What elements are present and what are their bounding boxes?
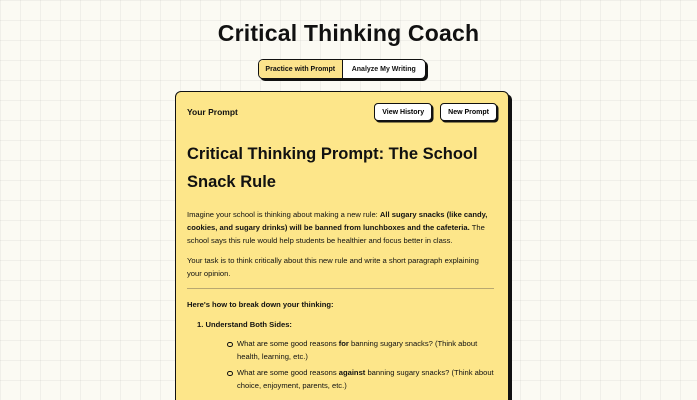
prompt-card: [175, 91, 509, 400]
bullet-emphasis: against: [338, 368, 366, 377]
breakdown-heading: Here's how to break down your thinking:: [187, 300, 334, 309]
step-item: [197, 318, 494, 392]
app-title: Critical Thinking Coach: [217, 20, 480, 46]
card-header: [187, 102, 497, 122]
step-number: 1.: [197, 320, 204, 329]
card-label: Your Prompt: [187, 107, 238, 117]
prompt-content: [187, 140, 494, 395]
bullet-text-end: banning sugary snacks? (Think about health, learning, etc.): [237, 339, 478, 361]
bullet-item: [227, 366, 494, 392]
bullet-text-start: What are some good reasons: [237, 339, 339, 348]
mode-tabs: [258, 59, 426, 79]
bullet-text-start: What are some good reasons: [237, 368, 339, 377]
prompt-title: Critical Thinking Prompt: The School Snack Rule: [187, 145, 478, 191]
view-history-button[interactable]: View History: [374, 103, 432, 121]
intro-text-start: Imagine your school is thinking about making a new rule:: [187, 210, 380, 219]
intro-text-end: The school says this rule would help students be healthier and focus better in class.: [187, 223, 485, 245]
tab-analyze-my-writing[interactable]: Analyze My Writing: [351, 65, 416, 73]
header-buttons: [374, 103, 497, 121]
step-bullets: [227, 337, 494, 392]
divider: [187, 288, 494, 289]
bullet-emphasis: for: [338, 339, 349, 348]
bullet-text-end: banning sugary snacks? (Think about choice, enjoyment, parents, etc.): [237, 368, 494, 390]
bullet-item: [227, 337, 494, 363]
new-prompt-button[interactable]: New Prompt: [440, 103, 497, 121]
intro-rule-text: All sugary snacks (like candy, cookies, and sugary drinks) will be banned from lunchboxes and the cafeteria.: [187, 210, 488, 232]
task-paragraph: Your task is to think critically about this new rule and write a short paragraph explaining your opinion.: [187, 256, 479, 278]
intro-paragraph: [187, 208, 494, 247]
tab-practice-with-prompt[interactable]: Practice with Prompt: [259, 60, 343, 78]
step-title: Understand Both Sides:: [205, 320, 292, 329]
